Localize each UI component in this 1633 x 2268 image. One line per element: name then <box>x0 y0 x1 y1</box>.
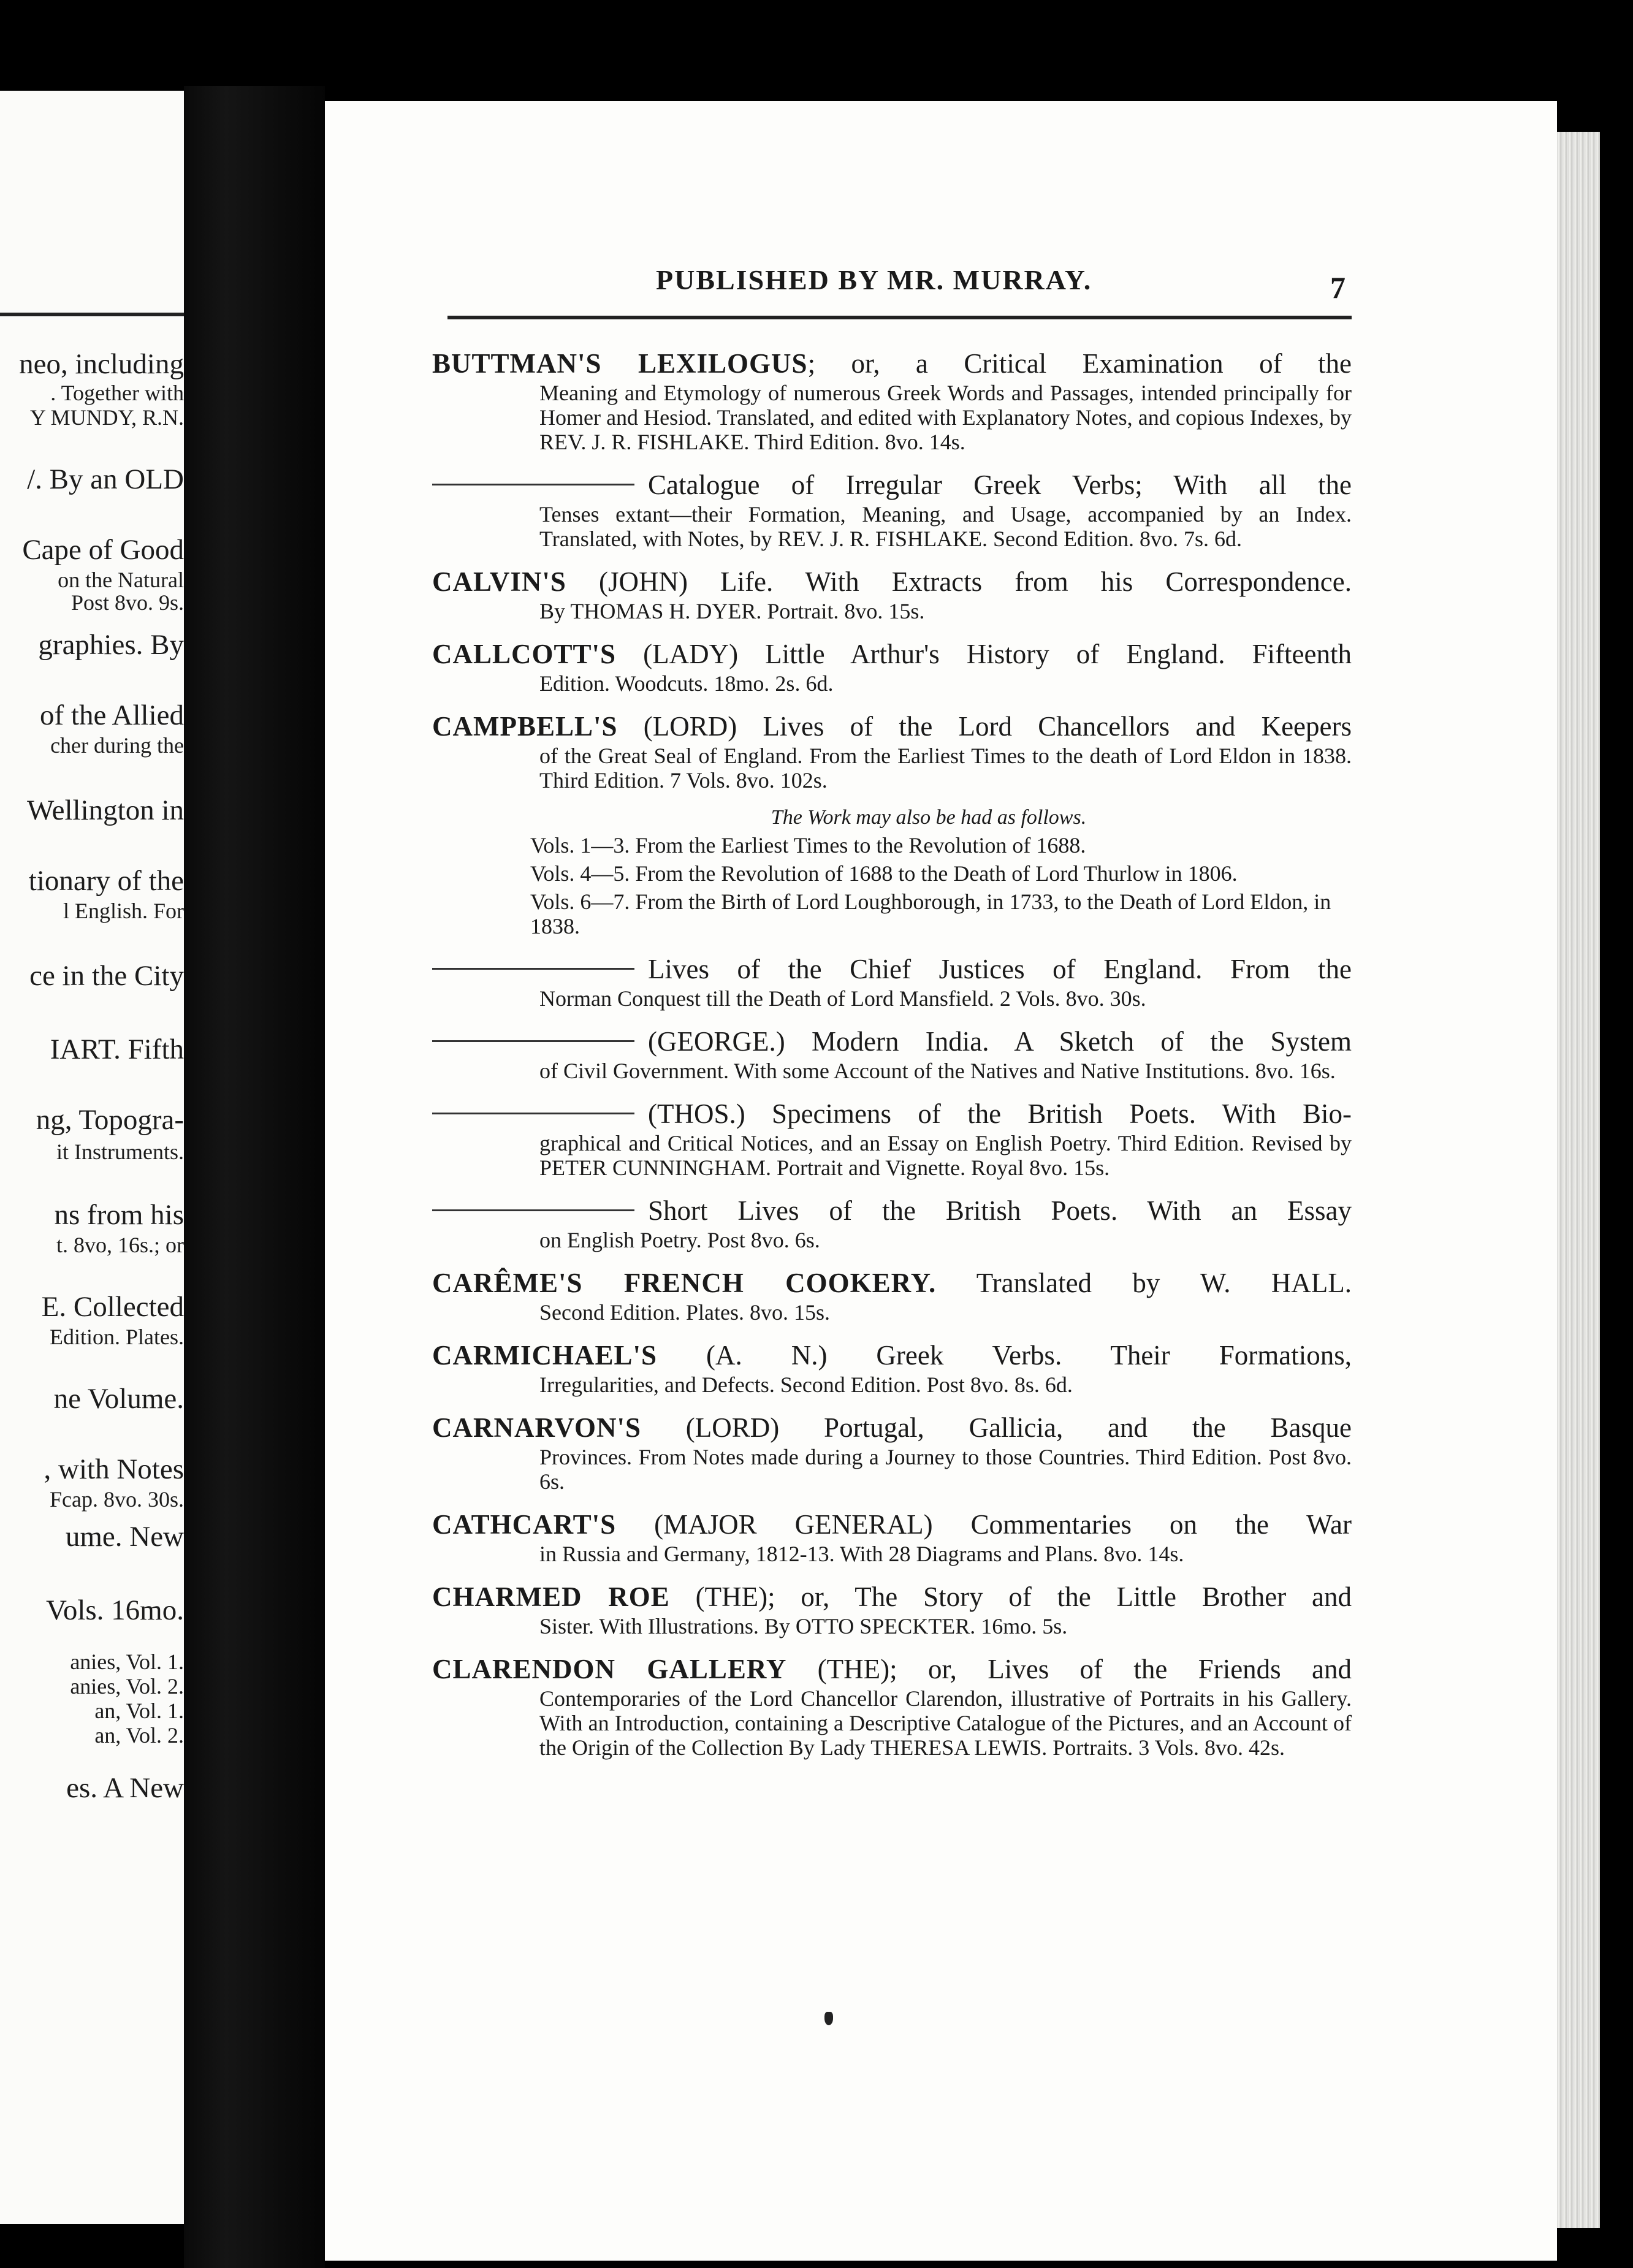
previous-page-line: Vols. 16mo. <box>45 1594 184 1626</box>
catalogue-entry <box>432 637 1352 696</box>
previous-page-line: cher during the <box>50 733 184 758</box>
previous-page-line: Post 8vo. 9s. <box>70 590 184 615</box>
previous-page-line: . Together with <box>50 381 184 405</box>
entry-heading <box>432 346 1352 381</box>
catalogue-entry <box>432 346 1352 454</box>
entry-heading <box>432 468 1352 502</box>
entry-heading-text: Catalogue of Irregular Greek Verbs; With all the <box>648 470 1352 500</box>
entry-heading-text: (GEORGE.) Modern India. A Sketch of the System <box>648 1026 1352 1057</box>
entry-heading-text: ; or, a Critical Examination of the <box>807 348 1352 379</box>
catalogue-entry <box>432 952 1352 1011</box>
volume-text: From the Revolution of 1688 to the Death of Lord Thurlow in 1806. <box>635 861 1238 886</box>
entry-heading-text: (JOHN) Life. With Extracts from his Correspondence. <box>566 566 1352 597</box>
ditto-dash <box>432 968 634 970</box>
entry-heading-text: (LORD) Lives of the Lord Chancellors and Keepers <box>617 711 1352 742</box>
entry-heading-text: Short Lives of the British Poets. With an Essay <box>648 1195 1352 1226</box>
ditto-dash <box>432 1209 634 1211</box>
catalogue-entries <box>432 346 1352 1773</box>
entry-title: CARÊME'S FRENCH COOKERY. <box>432 1268 937 1298</box>
entry-heading <box>432 1266 1352 1300</box>
entry-description: of Civil Government. With some Account of the Natives and Native Institutions. 8vo. 16s. <box>539 1059 1336 1083</box>
book-gutter <box>184 86 325 2268</box>
volume-label: Vols. 4—5. <box>530 861 636 886</box>
previous-page-line: IART. Fifth <box>50 1033 184 1065</box>
entry-heading-text: (LORD) Portugal, Gallicia, and the Basque <box>641 1412 1352 1443</box>
volume-line <box>432 889 1352 938</box>
entry-description: Tenses extant—their Formation, Meaning, and Usage, accompanied by an Index. Translated, with Notes, by REV. J. R. FISHLAKE. Second Edition. 8vo. 7s. 6d. <box>539 502 1352 551</box>
entry-description: of the Great Seal of England. From the Earliest Times to the death of Lord Eldon in 1838. Third Edition. 7 Vols. 8vo. 102s. <box>539 744 1352 793</box>
catalogue-entry <box>432 1507 1352 1566</box>
entry-description: Meaning and Etymology of numerous Greek Words and Passages, intended principally for Homer and Hesiod. Translated, and edited with Explanatory Notes, and copious Indexes, by REV. J. R. FISHLAKE. Third Edition. 8vo. 14s. <box>539 381 1352 454</box>
previous-page-line: on the Natural <box>58 568 184 592</box>
catalogue-entry <box>432 1652 1352 1760</box>
catalogue-entry <box>432 565 1352 623</box>
entry-description: Edition. Woodcuts. 18mo. 2s. 6d. <box>539 671 834 696</box>
entry-heading-text: Lives of the Chief Justices of England. From the <box>648 954 1352 984</box>
previous-page-line: ne Volume. <box>53 1383 184 1415</box>
previous-page-line: an, Vol. 1. <box>94 1699 184 1723</box>
previous-page-line: E. Collected <box>41 1291 184 1323</box>
previous-page-line: es. A New <box>66 1772 184 1804</box>
entry-heading-text: (A. N.) Greek Verbs. Their Formations, <box>657 1340 1352 1371</box>
entry-description: on English Poetry. Post 8vo. 6s. <box>539 1228 820 1252</box>
entry-note: The Work may also be had as follows. <box>771 806 1087 829</box>
previous-page-line: ns from his <box>54 1199 184 1231</box>
catalogue-entry <box>432 1193 1352 1252</box>
entry-description: Provinces. From Notes made during a Journey to those Countries. Third Edition. Post 8vo. 6s. <box>539 1445 1352 1494</box>
volume-text: From the Birth of Lord Loughborough, in 1733, to the Death of Lord Eldon, in 1838. <box>530 889 1331 938</box>
volume-label: Vols. 1—3. <box>530 833 636 858</box>
entry-description: Sister. With Illustrations. By OTTO SPECKTER. 16mo. 5s. <box>539 1614 1068 1638</box>
catalogue-entry <box>432 1024 1352 1083</box>
previous-page-line: tionary of the <box>28 865 184 897</box>
previous-page-line: , with Notes <box>44 1453 184 1485</box>
entry-description: Contemporaries of the Lord Chancellor Clarendon, illustrative of Portraits in his Gallery. With an Introduction, containing a Descriptive Catalogue of the Pictures, and an Account of the Origin of the Collection By Lady THERESA LEWIS. Portraits. 3 Vols. 8vo. 42s. <box>539 1686 1352 1760</box>
previous-page-line: anies, Vol. 2. <box>70 1674 184 1699</box>
entry-heading <box>432 709 1352 744</box>
entry-heading-text: (LADY) Little Arthur's History of England. Fifteenth <box>616 639 1352 669</box>
previous-page-line: it Instruments. <box>56 1140 184 1164</box>
entry-heading <box>432 1652 1352 1686</box>
entry-title: CLARENDON GALLERY <box>432 1654 787 1684</box>
entry-title: CALVIN'S <box>432 566 566 597</box>
ditto-dash <box>432 484 634 485</box>
catalogue-entry <box>432 709 1352 793</box>
entry-heading <box>432 1507 1352 1542</box>
previous-page-line: ng, Topogra- <box>36 1104 184 1136</box>
previous-page-line: of the Allied <box>40 699 184 731</box>
volume-line <box>432 861 1352 886</box>
volume-text: From the Earliest Times to the Revolution of 1688. <box>635 833 1086 858</box>
entry-heading <box>432 1580 1352 1614</box>
previous-page-line: anies, Vol. 1. <box>70 1650 184 1674</box>
entry-heading <box>432 565 1352 599</box>
entry-description: in Russia and Germany, 1812-13. With 28 Diagrams and Plans. 8vo. 14s. <box>539 1542 1184 1566</box>
ditto-dash <box>432 1040 634 1042</box>
running-header: PUBLISHED BY MR. MURRAY. <box>656 264 1092 295</box>
previous-page-fragment <box>0 91 193 2224</box>
entry-title: CARMICHAEL'S <box>432 1340 658 1371</box>
page-number: 7 <box>1330 270 1346 305</box>
catalogue-entry <box>432 1266 1352 1325</box>
entry-heading-text: (MAJOR GENERAL) Commentaries on the War <box>616 1509 1352 1540</box>
previous-page-line: Edition. Plates. <box>50 1325 184 1349</box>
entry-heading <box>432 1410 1352 1445</box>
entry-description: Irregularities, and Defects. Second Edition. Post 8vo. 8s. 6d. <box>539 1372 1073 1397</box>
ditto-dash <box>432 1113 634 1114</box>
previous-page-line: ce in the City <box>29 960 184 992</box>
entry-title: CHARMED ROE <box>432 1581 670 1612</box>
catalogue-entry <box>432 1580 1352 1638</box>
entry-heading <box>432 1024 1352 1059</box>
previous-page-line: neo, including <box>19 348 184 380</box>
previous-page-line: /. By an OLD <box>27 463 184 495</box>
entry-description: Second Edition. Plates. 8vo. 15s. <box>539 1300 830 1325</box>
entry-heading-text: (THOS.) Specimens of the British Poets. With Bio- <box>648 1098 1352 1129</box>
entry-heading-text: (THE); or, Lives of the Friends and <box>786 1654 1352 1684</box>
catalogue-entry <box>432 1410 1352 1494</box>
previous-page-line: Fcap. 8vo. 30s. <box>50 1487 184 1512</box>
entry-title: CARNARVON'S <box>432 1412 642 1443</box>
entry-heading <box>432 637 1352 671</box>
volume-label: Vols. 6—7. <box>530 889 636 914</box>
catalogue-entry <box>432 468 1352 551</box>
entry-description: graphical and Critical Notices, and an Essay on English Poetry. Third Edition. Revised by PETER CUNNINGHAM. Portrait and Vignette. Royal 8vo. 15s. <box>539 1131 1352 1180</box>
previous-page-line: an, Vol. 2. <box>94 1723 184 1748</box>
entry-title: CAMPBELL'S <box>432 711 618 742</box>
previous-page-line: graphies. By <box>38 629 184 661</box>
entry-description: Norman Conquest till the Death of Lord Mansfield. 2 Vols. 8vo. 30s. <box>539 986 1146 1011</box>
previous-page-line: Wellington in <box>27 794 184 826</box>
catalogue-entry <box>432 1097 1352 1180</box>
printer-mark <box>824 2012 833 2025</box>
entry-heading <box>432 1097 1352 1131</box>
entry-title: CATHCART'S <box>432 1509 617 1540</box>
entry-heading <box>432 1338 1352 1372</box>
catalogue-entry <box>432 1338 1352 1397</box>
previous-page-rule <box>0 313 190 316</box>
entry-description: By THOMAS H. DYER. Portrait. 8vo. 15s. <box>539 599 925 623</box>
entry-heading <box>432 952 1352 986</box>
entry-heading <box>432 1193 1352 1228</box>
volume-line <box>432 833 1352 858</box>
entry-title: CALLCOTT'S <box>432 639 617 669</box>
previous-page-line: ume. New <box>65 1521 184 1553</box>
previous-page-line: t. 8vo, 16s.; or <box>56 1233 184 1257</box>
previous-page-line: l English. For <box>63 899 184 923</box>
page-edges <box>1557 132 1600 2228</box>
header-rule <box>447 316 1352 319</box>
previous-page-line: Y MUNDY, R.N. <box>29 405 184 430</box>
entry-heading-text: (THE); or, The Story of the Little Brother and <box>669 1581 1352 1612</box>
entry-heading-text: Translated by W. HALL. <box>936 1268 1352 1298</box>
catalogue-entry <box>432 806 1352 938</box>
previous-page-line: Cape of Good <box>22 534 184 566</box>
entry-title: BUTTMAN'S LEXILOGUS <box>432 348 808 379</box>
